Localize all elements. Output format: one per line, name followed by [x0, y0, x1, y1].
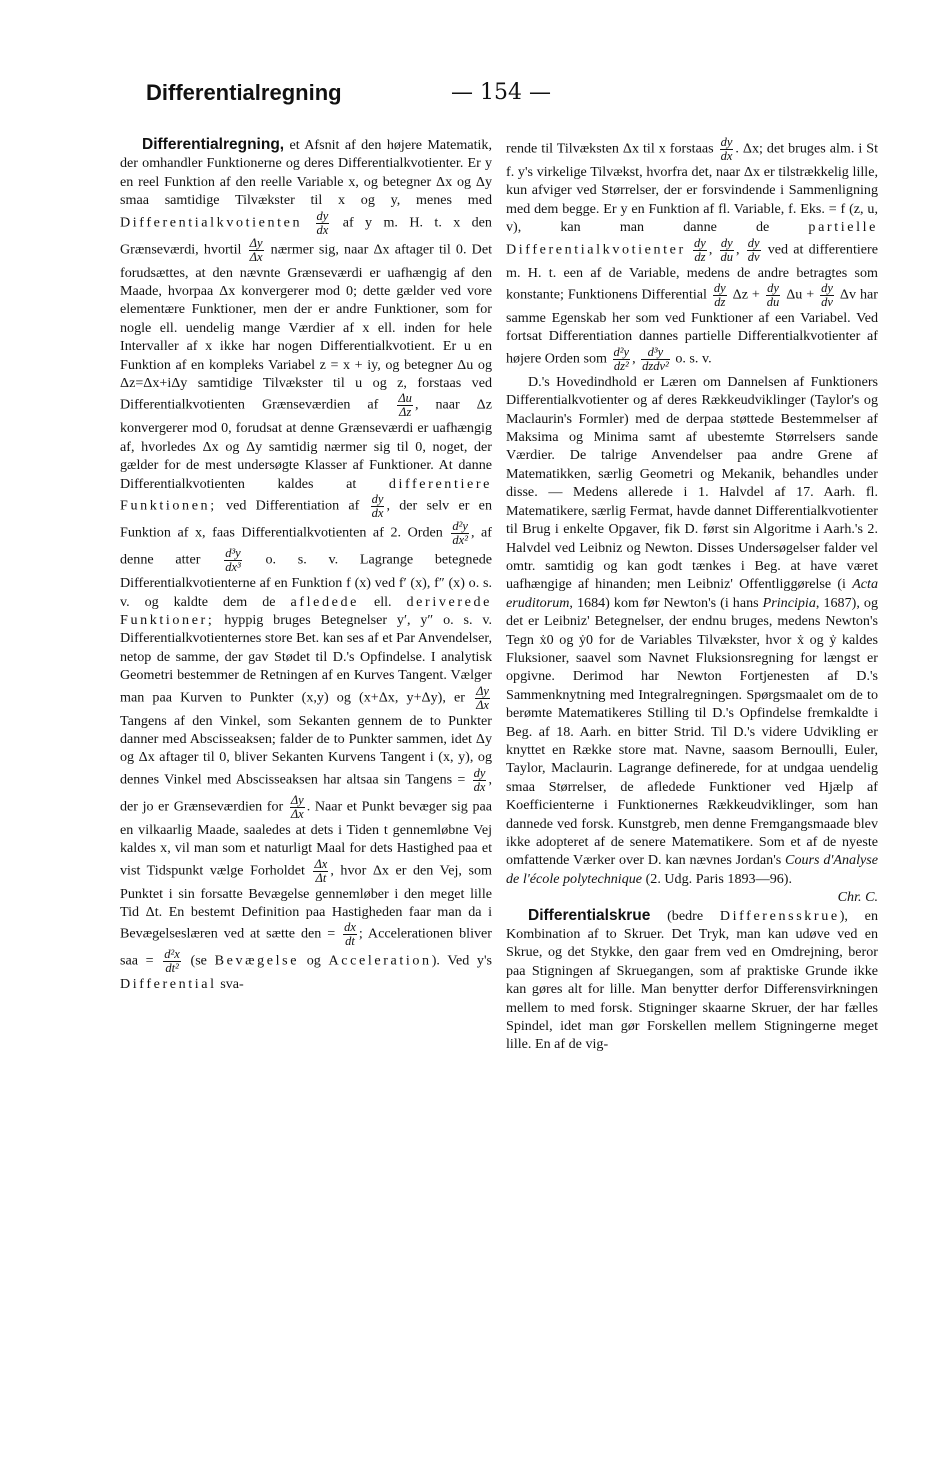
entry-differentialregning: Differentialregning, et Afsnit af den højere Matematik, der omhandler Funktionerne og deres Differentialkvotienter. Er y en reel Funktion af den reelle Variable x, og betegner Δx og Δy smaa samtidige Tilvækster til x og y, menes med Differentialkvotienten $\frac{dy}{dx}$ af y m. H. t. x den Grænseværdi, hvortil $\frac{\Delta y}{\Delta x}$ nærmer sig, naar Δx aftager til 0. Det forudsættes, at den nævnte Grænseværdi er uafhængig af den Maade, hvorpaa Δx konvergerer mod 0; dette gælder ved vore elementære Funktioner, men der er andre Funktioner, som for nogle ell. uendelig mange Værdier af x ell. inden for hele Intervaller af x ikke har nogen Differentialkvotient. Er u en Funktion af en kompleks Variabel z = x + iy, og betegner Δu og Δz=Δx+iΔy samtidige Tilvækster til u og z, forstaas ved Differentialkvotienten Grænseværdien af $\frac{\Delta u}{\Delta z}$ , naar Δz konvergerer mod 0, forudsat at denne Grænseværdi er uafhængig af, hvorledes Δx og Δy samtidig nærmer sig til 0, noget, der gælder for de mest undersøgte Klasser af Funktioner. At danne Differentialkvotienten kaldes at differentiere Funktionen; ved Differentiation af $\frac{dy}{dx}$ , der selv er en Funktion af x, faas Differentialkvotienten af 2. Orden $\frac{\text{d²y}}{\text{dx²}}$ , af denne atter $\frac{\text{d³y}}{\text{dx³}}$ o. s. v. Lagrange betegnede Differentialkvotienterne af en Funktion f (x) ved f′ (x), f″ (x) o. s. v. og kaldte dem de afledede ell. deriverede Funktioner; hyppig bruges Betegnelser y′, y″ o. s. v. Differentialkvotienternes store Bet. kan ses af et Par Anvendelser, netop de samme, der gav Stødet til D.'s Opfindelse. I analytisk Geometri bestemmer de Retningen af en Kurves Tangent. Vælger man paa Kurven to Punkter (x,y) og (x+Δx, y+Δy), er $\frac{\Delta y}{\Delta x}$ Tangens af den Vinkel, som Sekanten gennem de to Punkter danner med Abscisseaksen; falder de to Punkter sammen, idet Δy og Δx aftager til 0, bliver Sekanten Kurvens Tangent i (x, y), og dennes Vinkel med Abscisseaksen har altsaa sin Tangens = $\frac{dy}{dx}$ , der jo er Grænseværdien for $\frac{\Delta y}{\Delta x}$ . Naar et Punkt bevæger sig paa en vilkaarlig Maade, saaledes at dets i Tiden t gennemløbne Vej kaldes x, vil man som et naturligt Maal for dets Hastighed paa et vist Tidspunkt vælge Forholdet $\frac{\Delta x}{\Delta t}$ , hvor Δx er den Vej, som Punktet i sin forsatte Bevægelse gennemløber i den meget lille Tid Δt. En bestemt Definition paa Hastigheden faar man da i Bevægelseslæren ved at sætte den = $\frac{dx}{dt}$ ; Accelerationen bliver saa = $\frac{\text{d²x}}{\text{dt²}}$ (se Bevægelse og Acceleration). Ved y's Differential sva- — [120, 136, 493, 993]
header-title: Differentialregning — [146, 80, 342, 105]
spaced-term: deriverede Funktioner; — [120, 593, 492, 628]
fraction: $\frac{\Delta y}{\Delta x}$ — [249, 235, 263, 264]
spaced-term: differentiere Funktionen; — [120, 475, 492, 514]
work-title: Acta eruditorum — [506, 576, 879, 611]
work-title: Principia — [762, 594, 816, 611]
headword: Differentialregning, — [142, 136, 285, 153]
spaced-term: Differensskrue — [719, 907, 840, 924]
fraction: $\frac{\text{d²y}}{\text{dx²}}$ — [452, 519, 468, 548]
fraction: $\frac{dy}{du}$ — [720, 235, 734, 264]
spaced-term: Bevægelse — [214, 953, 300, 970]
fraction: $\frac{dy}{dx}$ — [720, 135, 733, 163]
fraction: $\frac{\Delta y}{\Delta x}$ — [290, 792, 304, 821]
headword: Differentialskrue — [528, 906, 651, 924]
fraction: $\frac{dy}{dv}$ — [821, 281, 833, 310]
fraction: $\frac{dy}{du}$ — [766, 281, 780, 310]
spaced-term: partielle Differentialkvotienter — [506, 219, 878, 258]
fraction: $\frac{\text{d²x}}{\text{dt²}}$ — [164, 947, 180, 976]
fraction: $\frac{\Delta x}{\Delta t}$ — [314, 856, 328, 885]
spaced-term: Differential — [120, 976, 217, 993]
history-paragraph: D.'s Hovedindhold er Læren om Dannelsen af Funktioners Differentialkvotienter og af deres Rækkeudviklinger (Taylor's og Maclaurin's Formler) med de derpaa støttede Bestemmelser af Maksima og Minima samt af ubestemte Størrelsers sande Værdier. De talrige Anvendelser paa andre Grene af Matematikken, særlig Geometri og Mekanik, behandles under disse. — Medens allerede i 1. Halvdel af 17. Aarh. fl. Matematikere, særlig Fermat, havde dannet Differentialkvotienter til Brug i enkelte Opgaver, fik D. først sin Algoritme i Aarh.'s 2. Halvdel ved Leibniz og Newton. Disses Undersøgelser falder vel omtr. samtidig og kan godt tænkes i Beg. at have været uafhængige af hinanden; men Leibniz' Offentliggørelse (i Acta eruditorum, 1684) kom før Newton's (i hans Principia, 1687), og det er Leibniz' Betegnelser, der endnu bruges, medens Newton's Tegn ẋ0 og ẏ0 for de Variables Tilvækster, hvor ẋ og ẏ kaldes Fluksioner, saavel som Navnet Fluksionsregning for længst er opgivne. Derimod har Newton Fortjenesten af D.'s Sammenknytning med Integralregningen. Spørgsmaalet om de to berømte Matematikeres Stilling til D.'s Opfindelse fremkaldte i Beg. af 18. Aarh. en bitter Strid. Til D.'s videre Udvikling er knyttet en Række store mat. Navne, saasom Bernoulli, Euler, Taylor, Maclaurin. Lagrange definerede, for at undgaa uendelig smaa Størrelser, de afledede Funktioner ved Hjælp af Koefficienterne i Funktionernes Rækkeudviklinger, som han dannede ved forsk. Kunstgreb, men denne Fremgangsmaade blev ikke adopteret af de senere Matematikere. Som et af de nyeste omfattende Værker over D. kan nævnes Jordan's Cours d'Analyse de l'école polytechnique (2. Udg. Paris 1893—96). — [506, 373, 879, 887]
fraction: $\frac{\Delta u}{\Delta z}$ — [398, 391, 412, 420]
left-column — [120, 136, 492, 994]
spaced-term: Acceleration — [328, 953, 432, 970]
spaced-term: afledede — [290, 593, 359, 610]
work-title: Cours d'Analyse de l'école polytechnique — [506, 852, 878, 887]
fraction: $\frac{dy}{dx}$ — [316, 208, 329, 237]
page-number: — 154 — — [451, 80, 551, 105]
fraction: $\frac{dy}{dz}$ — [713, 281, 726, 310]
right-column — [506, 136, 878, 1054]
entry-continuation: rende til Tilvæksten Δx til x forstaas $\frac{dy}{dx}$ . Δx; det bruges alm. i St f. y's virkelige Tilvækst, hvorfra det, naar Δx er tilstrækkelig lille, kun afviger ved Størrelser, der er forsvindende i Sammenligning med dem begge. Er y en Funktion af fl. Variable, f. Eks. = f (z, u, v), kan man danne de partielle Differentialkvotienter $\frac{dy}{dz}$ , $\frac{dy}{du}$ , $\frac{dy}{dv}$ ved at differentiere m. H. t. een af de Variable, medens de andre betragtes som konstante; Funktionens Differential $\frac{dy}{dz}$ Δz + $\frac{dy}{du}$ Δu + $\frac{dy}{dv}$ Δv har samme Egenskab her som ved Funktioner af een Variabel. Ved fortsat Differentiation dannes partielle Differentialkvotienter af højere Orden som $\frac{\text{d²y}}{\text{dz²}}$ , d³y dzdv² o. s. v. — [506, 135, 878, 373]
fraction: $\frac{dy}{dz}$ — [694, 235, 706, 264]
fraction: $\frac{dx}{dt}$ — [344, 920, 356, 949]
fraction: $\frac{dy}{dx}$ — [473, 765, 486, 794]
author-signature: Chr. C. — [837, 889, 878, 906]
running-header — [146, 78, 786, 112]
fraction: $\frac{dy}{dv}$ — [747, 235, 760, 264]
spaced-term: Differentialkvotienten — [120, 214, 303, 231]
fraction: $\frac{\Delta y}{\Delta x}$ — [476, 683, 489, 712]
fraction: $\frac{dy}{dx}$ — [371, 492, 384, 521]
entry-differentialskrue: Differentialskrue (bedre Differensskrue), en Kombination af to Skruer. Det Tryk, man kan udøve ved en Skrue, og det Stykke, den gaar frem ved en Omdrejning, beror paa Stigningen af Skruegangen, som af praktiske Grunde ikke kan gøres alt for lille. Man benytter derfor Differensvirkningen mellem to med forsk. Stigninger skaarne Skruer, der har fælles Spindel, idet man gør Forskellen mellem Stigningerne meget lille. En af de vig- — [506, 906, 878, 1053]
fraction: $\frac{\text{d³y}}{\text{dx³}}$ — [225, 546, 241, 575]
fraction: $\frac{\text{d²y}}{\text{dz²}}$ — [613, 344, 630, 373]
fraction: d³y dzdv² — [642, 344, 669, 373]
